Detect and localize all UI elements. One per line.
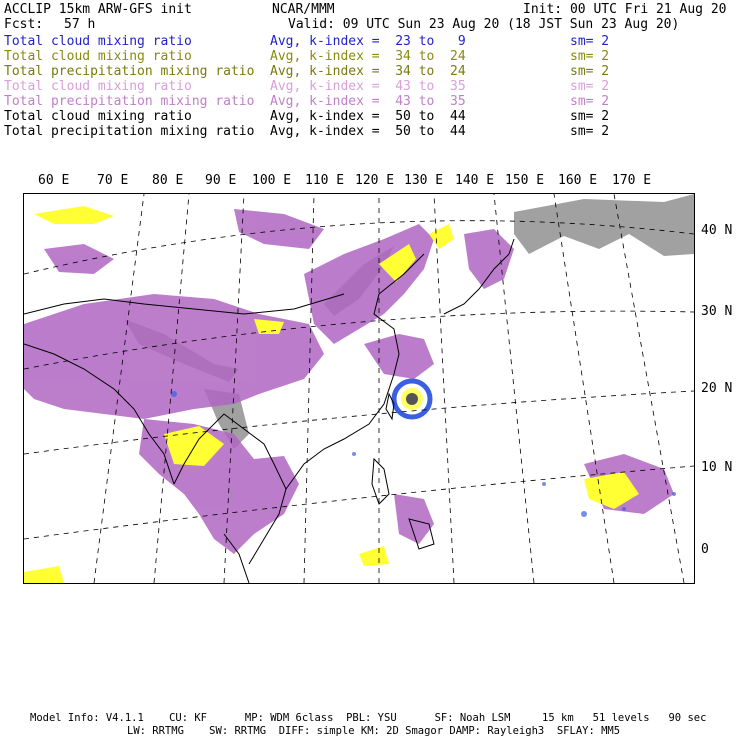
- longitude-label: 150 E: [505, 173, 545, 188]
- fcst-label: Fcst:: [4, 17, 44, 32]
- legend-avg-1: Avg, k-index = 34 to 24: [270, 49, 466, 64]
- legend-field-0: Total cloud mixing ratio: [4, 34, 192, 49]
- longitude-label: 80 E: [152, 173, 184, 188]
- footer-model-info-line1: Model Info: V4.1.1 CU: KF MP: WDM 6class PBL: YSU SF: Noah LSM 15 km 51 levels 90 sec: [30, 712, 707, 724]
- latitude-label: 30 N: [701, 304, 733, 319]
- latitude-label: 0: [701, 542, 709, 557]
- legend-sm-6: sm= 2: [570, 124, 610, 139]
- legend-sm-4: sm= 2: [570, 94, 610, 109]
- forecast-map: [23, 193, 695, 584]
- legend-sm-3: sm= 2: [570, 79, 610, 94]
- legend-field-4: Total precipitation mixing ratio: [4, 94, 255, 109]
- latitude-label: 20 N: [701, 381, 733, 396]
- legend-field-3: Total cloud mixing ratio: [4, 79, 192, 94]
- valid-time: Valid: 09 UTC Sun 23 Aug 20 (18 JST Sun 23 Aug 20): [288, 17, 680, 32]
- legend-sm-5: sm= 2: [570, 109, 610, 124]
- legend-field-6: Total precipitation mixing ratio: [4, 124, 255, 139]
- fcst-value: 57 h: [64, 17, 96, 32]
- purple-cloud-field: [24, 209, 674, 554]
- longitude-label: 160 E: [558, 173, 598, 188]
- legend-field-2: Total precipitation mixing ratio: [4, 64, 255, 79]
- map-svg: [24, 194, 694, 583]
- title-center: NCAR/MMM: [272, 2, 335, 17]
- longitude-label: 140 E: [455, 173, 495, 188]
- init-time: Init: 00 UTC Fri 21 Aug 20: [523, 2, 727, 17]
- typhoon-feature: [394, 381, 430, 417]
- legend-avg-3: Avg, k-index = 43 to 35: [270, 79, 466, 94]
- longitude-label: 170 E: [612, 173, 652, 188]
- longitude-label: 130 E: [404, 173, 444, 188]
- legend-field-1: Total cloud mixing ratio: [4, 49, 192, 64]
- longitude-label: 120 E: [355, 173, 395, 188]
- legend-sm-2: sm= 2: [570, 64, 610, 79]
- longitude-label: 60 E: [38, 173, 70, 188]
- legend-avg-0: Avg, k-index = 23 to 9: [270, 34, 466, 49]
- legend-avg-5: Avg, k-index = 50 to 44: [270, 109, 466, 124]
- legend-sm-1: sm= 2: [570, 49, 610, 64]
- latitude-label: 40 N: [701, 223, 733, 238]
- legend-avg-6: Avg, k-index = 50 to 44: [270, 124, 466, 139]
- legend-field-5: Total cloud mixing ratio: [4, 109, 192, 124]
- latitude-label: 10 N: [701, 460, 733, 475]
- title-left: ACCLIP 15km ARW-GFS init: [4, 2, 192, 17]
- longitude-label: 70 E: [97, 173, 129, 188]
- legend-avg-4: Avg, k-index = 43 to 35: [270, 94, 466, 109]
- legend-avg-2: Avg, k-index = 34 to 24: [270, 64, 466, 79]
- footer-model-info-line2: LW: RRTMG SW: RRTMG DIFF: simple KM: 2D Smagor DAMP: Rayleigh3 SFLAY: MM5: [127, 725, 621, 737]
- longitude-label: 90 E: [205, 173, 237, 188]
- legend-sm-0: sm= 2: [570, 34, 610, 49]
- longitude-label: 110 E: [305, 173, 345, 188]
- longitude-label: 100 E: [252, 173, 292, 188]
